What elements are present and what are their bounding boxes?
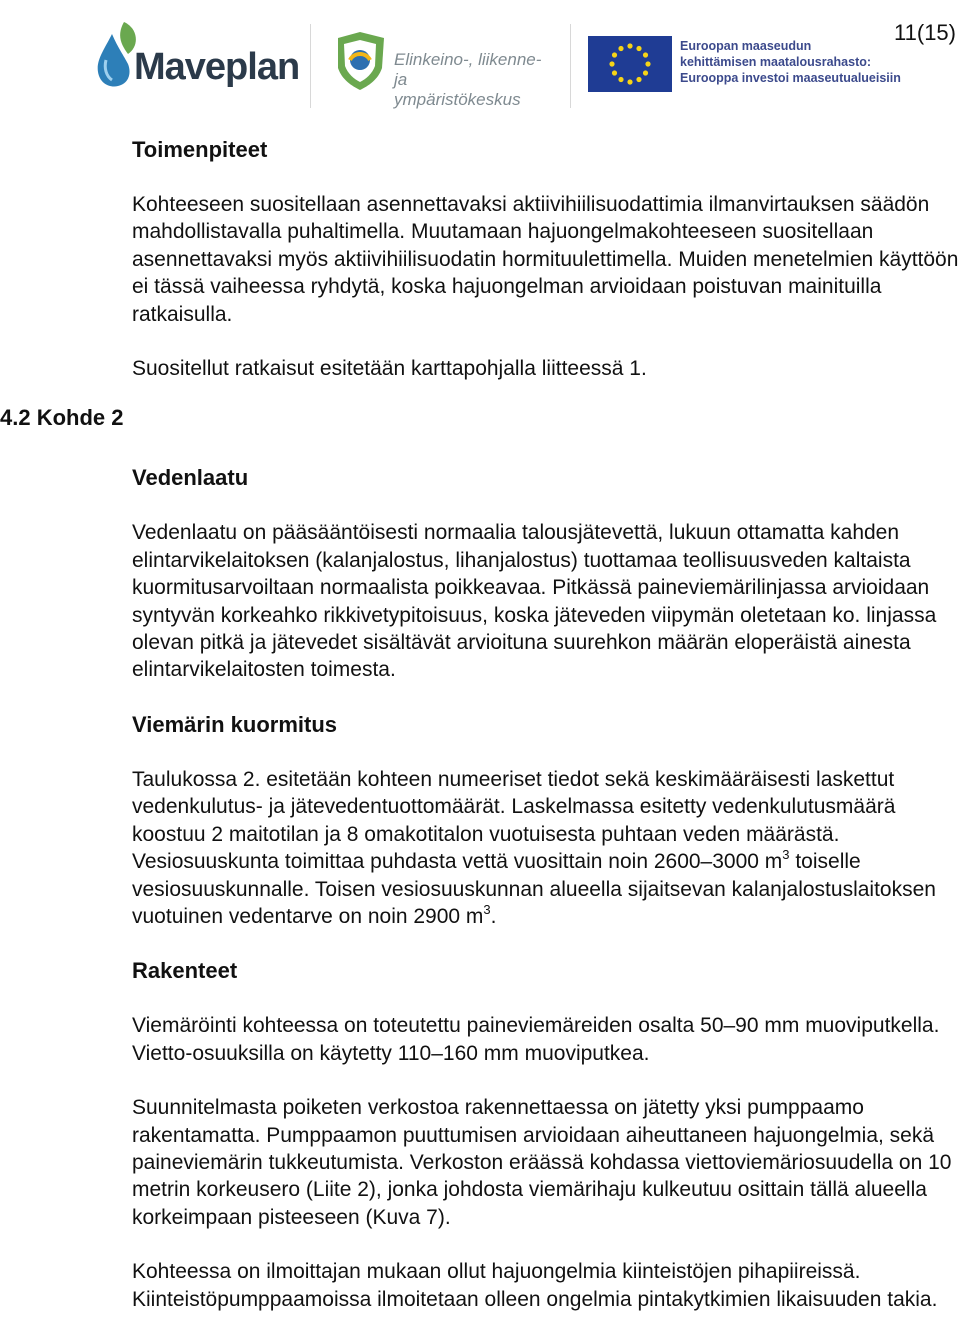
superscript-3: 3 [782,847,790,862]
ely-line-2: ympäristökeskus [394,90,521,109]
ely-line-1: Elinkeino-, liikenne- ja [394,50,542,89]
heading-viemarin-kuormitus: Viemärin kuormitus [132,711,337,737]
eu-flag-icon [588,36,672,92]
superscript-3: 3 [483,901,491,917]
paragraph-toimenpiteet-2: Suositellut ratkaisut esitetään karttapohjalla liitteessä 1. [132,357,647,381]
ely-text [394,50,552,110]
eu-line-2: kehittämisen maatalousrahasto: [680,55,872,69]
eu-line-1: Euroopan maaseudun [680,39,812,53]
logo-divider [570,24,571,108]
page-number: 11(15) [894,20,956,45]
heading-rakenteet: Rakenteet [132,958,238,984]
maveplan-logo [92,18,300,98]
eu-logo [588,36,901,96]
paragraph-rakenteet-2: Suunnitelmasta poiketen verkostoa rakennettaessa on jätetty yksi pumppaamo rakentamatta. Pumppaamon puuttumisen arvioidaan aiheuttaneen hajuongelmia, sekä paineviemärin tukkeutumista. Verkoston eräässä kohdassa viettoviemäriosuudella on 10 metrin korkeusero (Liite 2), jonka johdosta viemärihaju kulkeutuu osittain tällä alueella korkeimpaan pisteeseen (Kuva 7). [132,1096,952,1229]
section-title: 4.2 Kohde 2 [0,405,124,430]
kuormitus-text-c: . [490,904,497,928]
eu-text [680,38,901,86]
ely-logo [332,28,552,109]
logo-divider [310,24,311,108]
eu-line-3: Eurooppa investoi maaseutualueisiin [680,71,901,85]
heading-vedenlaatu: Vedenlaatu [132,465,249,491]
maveplan-wordmark: Maveplan [134,46,300,88]
ely-emblem-icon [332,28,390,92]
document-body [132,136,960,1313]
paragraph-rakenteet-1: Viemäröinti kohteessa on toteutettu paineviemäreiden osalta 50–90 mm muoviputkella. Vietto-osuuksilla on käytetty 110–160 mm muoviputkea. [132,1014,940,1065]
heading-toimenpiteet: Toimenpiteet [132,137,268,162]
paragraph-kuormitus [132,766,960,930]
paragraph-vedenlaatu: Vedenlaatu on pääsääntöisesti normaalia talousjätevettä, lukuun ottamatta kahden elintarvikelaitoksen (kalanjalostus, lihanjalostus) tuottamaa teollisuusveden kaltaista kuormitusarvoiltaan normaalista poikkeavaa. Pitkässä paineviemärilinjassa arvioidaan syntyvän korkeahko rikkivetypitoisuus, koska jäteveden viipymän oletetaan ko. linjassa olevan pitkä ja jätevedet sisältävät arvioituna suurehkon määrän eloperäistä ainesta elintarvikelaitosten toimesta. [132,521,937,682]
header-logos [92,18,901,114]
paragraph-rakenteet-3: Kohteessa on ilmoittajan mukaan ollut hajuongelmia kiinteistöjen pihapiireissä. Kiinteistöpumppaamoissa ilmoitetaan olleen ongelmia pintakytkimien likaisuuden takia. [132,1260,938,1311]
kuormitus-text-a: Taulukossa 2. esitetään kohteen numeeriset tiedot sekä keskimääräisesti laskettut vedenkulutus- ja jätevedentuottomäärät. Laskelmassa esitetty vedenkulutusmäärä koostuu 2 maitotilan ja 8 omakotitalon vuotuisesta puhtaan veden määrästä. Vesiosuuskunta toimittaa puhdasta vettä vuosittain noin 2600–3000 m [132,767,896,874]
paragraph-toimenpiteet-1: Kohteeseen suositellaan asennettavaksi aktiivihiilisuodattimia ilmanvirtauksen säädön mahdollistavalla puhaltimella. Muutamaan hajuongelmakohteeseen suositellaan asennettavaksi myös aktiivihiilisuodatin hormituulettimella. Muiden menetelmien käyttöön ei tässä vaiheessa ryhdytä, koska hajuongelman arvioidaan poistuvan mainituilla ratkaisulla. [132,193,959,326]
kuormitus-text-b: toiselle vesiosuuskunnalle. Toisen vesiosuuskunnan alueella sijaitsevan kalanjalostuslaitoksen vuotuinen vedentarve on noin 2900 m [132,850,936,928]
